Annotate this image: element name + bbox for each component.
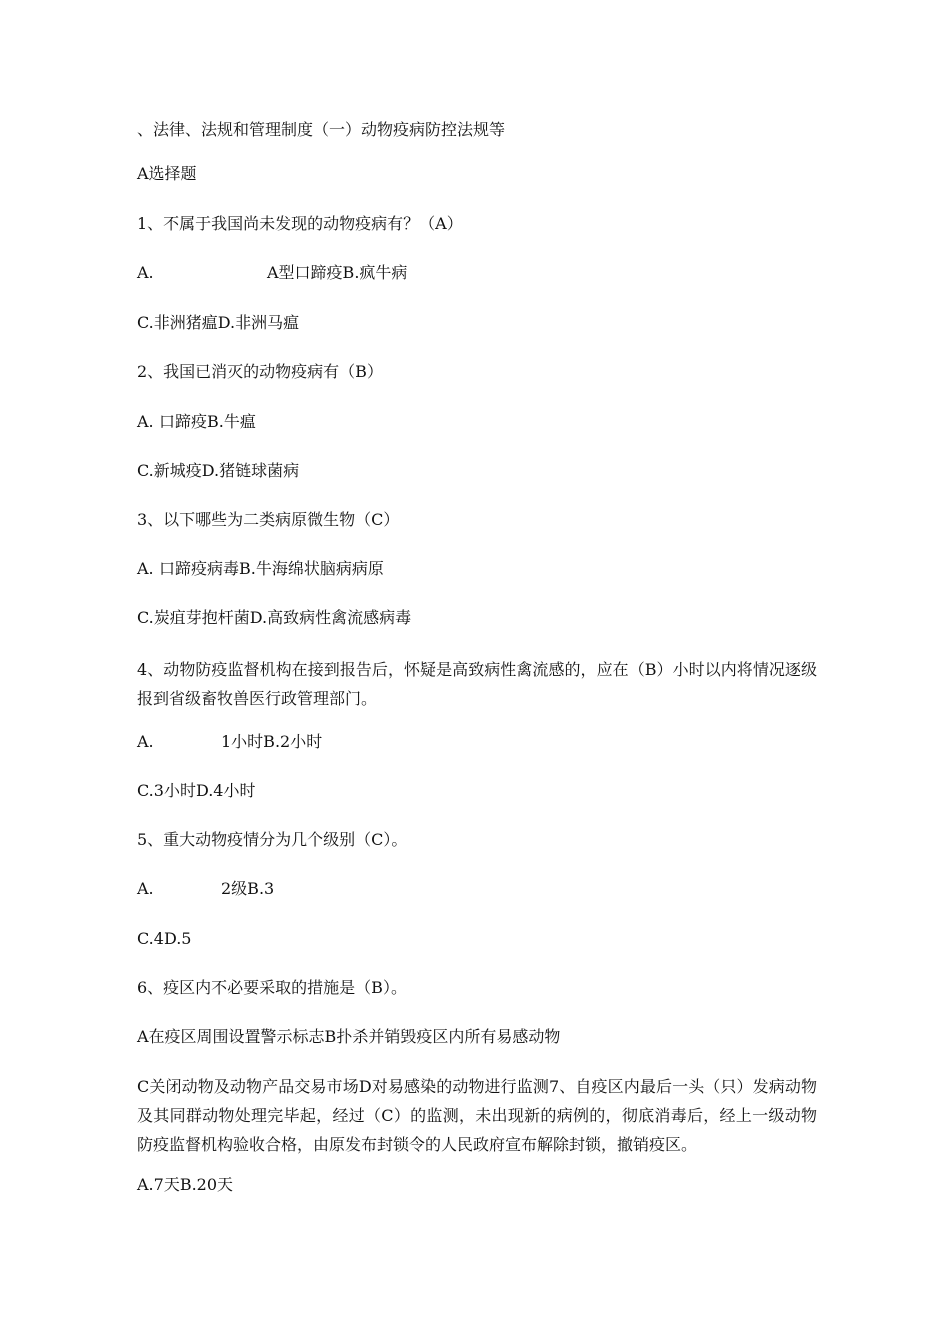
option-label: A.: [137, 879, 154, 898]
question-2-stem: 2、我国已消灭的动物疫病有（B）: [137, 362, 383, 381]
question-1-options-row1: [137, 261, 407, 285]
document-heading: 、法律、法规和管理制度（一）动物疫病防控法规等: [137, 120, 506, 139]
question-1-options-row2: C.非洲猪瘟D.非洲马瘟: [137, 313, 300, 332]
question-2-options-row1: [137, 410, 256, 434]
option-text: 口蹄疫病毒B.牛海绵状脑病病原: [159, 559, 384, 578]
option-text: A型口蹄疫B.疯牛病: [267, 263, 408, 282]
question-3-stem: 3、以下哪些为二类病原微生物（C）: [137, 510, 400, 529]
question-7-options-row1: A.7天B.20天: [137, 1175, 234, 1194]
question-3-options-row2: C.炭疽芽抱杆菌D.高致病性禽流感病毒: [137, 608, 412, 627]
question-3-options-row1: [137, 557, 384, 581]
question-5-options-row1: [137, 877, 274, 901]
option-label: A.: [137, 412, 154, 431]
question-5-options-row2: C.4D.5: [137, 929, 192, 948]
question-5-stem: 5、重大动物疫情分为几个级别（C）。: [137, 830, 408, 849]
option-text: 口蹄疫B.牛瘟: [159, 412, 256, 431]
question-6-options-row1: A在疫区周围设置警示标志B扑杀并销毁疫区内所有易感动物: [137, 1027, 561, 1046]
section-title: A选择题: [137, 164, 197, 183]
option-label: A.: [137, 732, 154, 751]
question-4-stem: 4、动物防疫监督机构在接到报告后，怀疑是高致病性禽流感的，应在（B）小时以内将情况逐级报到省级畜牧兽医行政管理部门。: [137, 660, 817, 708]
option-label: A.: [137, 559, 154, 578]
question-4-options-row1: [137, 730, 322, 754]
option-label: A.: [137, 263, 154, 282]
option-text: 2级B.3: [221, 879, 275, 898]
question-4-options-row2: C.3小时D.4小时: [137, 781, 256, 800]
question-2-options-row2: C.新城疫D.猪链球菌病: [137, 461, 300, 480]
question-1-stem: 1、不属于我国尚未发现的动物疫病有？（A）: [137, 214, 463, 233]
question-6-stem: 6、疫区内不必要采取的措施是（B）。: [137, 978, 407, 997]
question-6-options-row2: C关闭动物及动物产品交易市场D对易感染的动物进行监测7、自疫区内最后一头（只）发病动物及其同群动物处理完毕起，经过（C）的监测，未出现新的病例的，彻底消毒后，经上一级动物防疫监督机构验收合格，由原发布封锁令的人民政府宣布解除封锁，撤销疫区。: [137, 1077, 817, 1154]
option-text: 1小时B.2小时: [221, 732, 323, 751]
